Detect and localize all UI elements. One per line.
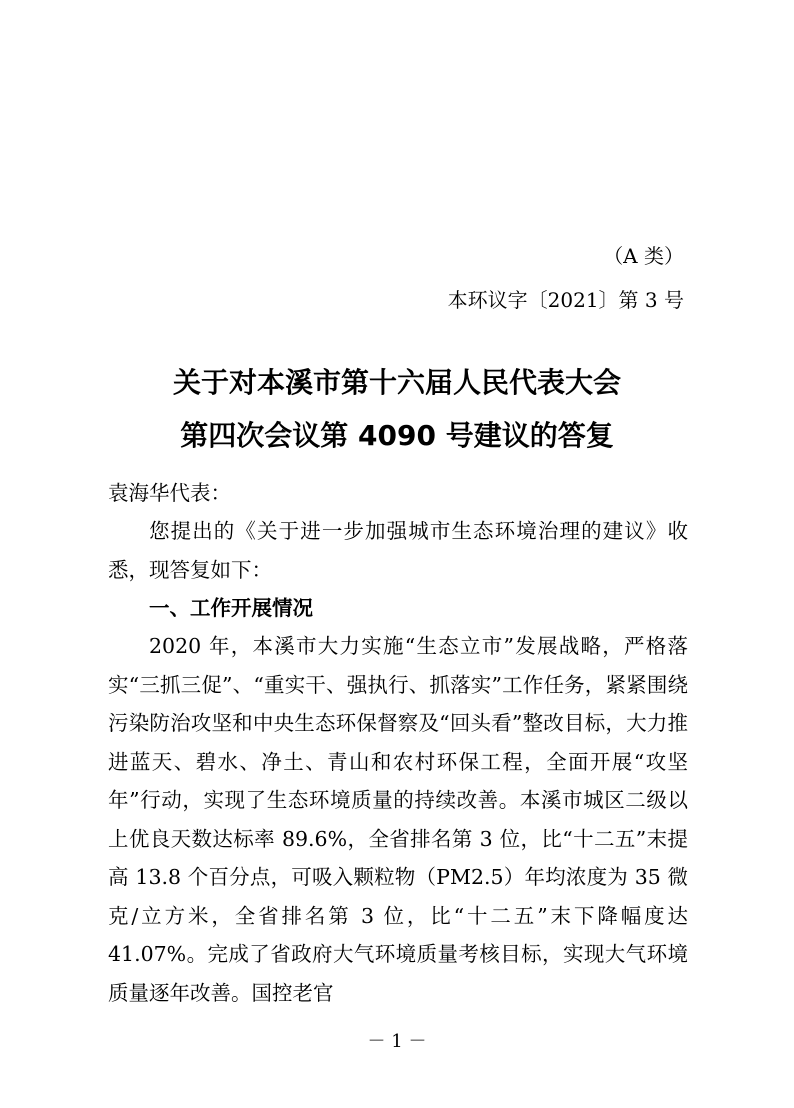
intro-paragraph: 您提出的《关于进一步加强城市生态环境治理的建议》收悉，现答复如下： [108,519,688,582]
document-title-line-1: 关于对本溪市第十六届人民代表大会 [172,366,621,399]
body-paragraph: 2020 年，本溪市大力实施“生态立市”发展战略，严格落实“三抓三促”、“重实干、强执行、抓落实”工作任务，紧紧围绕污染防治攻坚和中央生态环保督察及“回头看”整改目标，大力推进蓝天、碧水、净土、青山和农村环保工程，全面开展“攻坚年”行动，实现了生态环境质量的持续改善。本溪市城区二级以上优良天数达标率 89.6%，全省排名第 3 位，比“十二五”末提高 13.8 个百分点，可吸入颗粒物（PM2.5）年均浓度为 35 微克/立方米，全省排名第 3 位，比“十二五”末下降幅度达 41.07%。完成了省政府大气环境质量考核目标，实现大气环境质量逐年改善。国控老官 [108,634,688,1005]
section-heading: 一、工作开展情况 [149,596,313,620]
document-category: （A 类） [603,244,684,268]
document-number: 本环议字〔2021〕第 3 号 [447,288,684,312]
page-number: － 1 － [367,1031,427,1052]
document-title-line-2: 第四次会议第 4090 号建议的答复 [180,419,614,452]
salutation: 袁海华代表： [108,481,231,505]
